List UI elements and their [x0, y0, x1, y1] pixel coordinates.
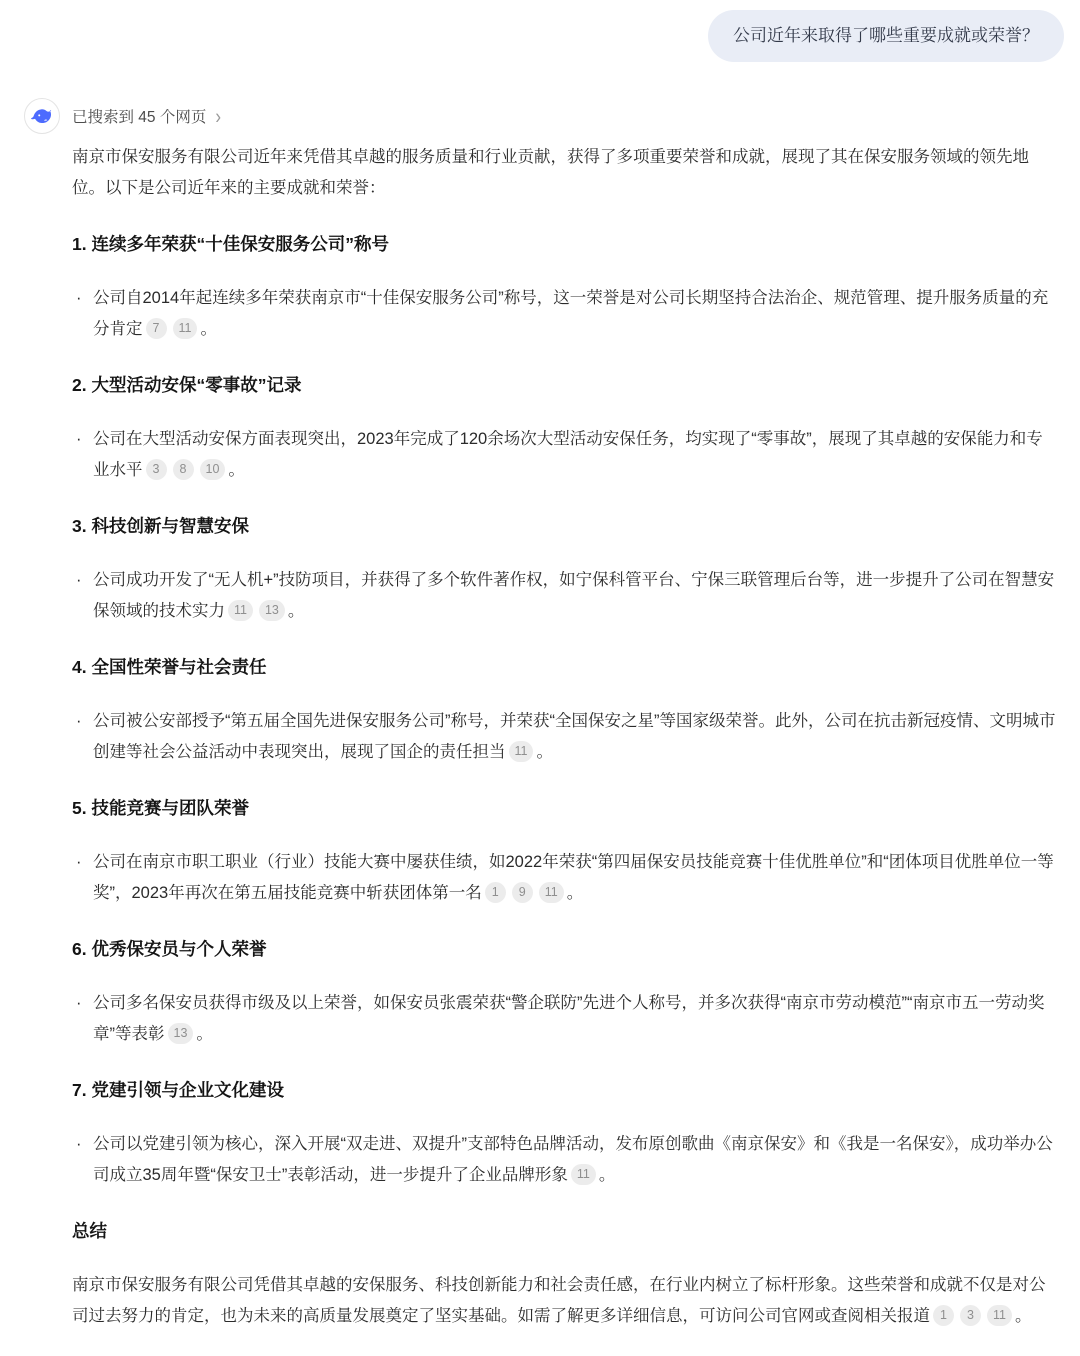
- bullet-suffix: 。: [566, 884, 584, 902]
- bullet-item: [72, 847, 1056, 909]
- citation-group: [930, 1307, 1015, 1325]
- section-heading: 5. 技能竞赛与团队荣誉: [72, 798, 249, 818]
- citation-badge[interactable]: 11: [228, 600, 253, 621]
- citation-group: [165, 1025, 197, 1043]
- bullet-item: [72, 1129, 1056, 1191]
- citation-badge[interactable]: 11: [539, 882, 564, 903]
- assistant-header: [24, 98, 1056, 134]
- achievement-sections: [72, 232, 1056, 1191]
- bullet-text: 公司被公安部授予“第五届全国先进保安服务公司”称号，并荣获“全国保安之星”等国家级荣誉。此外，公司在抗击新冠疫情、文明城市创建等社会公益活动中表现突出，展现了国企的责任担当: [93, 712, 1056, 761]
- bullet-item: [72, 706, 1056, 768]
- bullet-list: [72, 706, 1056, 768]
- section-heading: 1. 连续多年荣获“十佳保安服务公司”称号: [72, 234, 389, 254]
- user-message-row: [0, 0, 1080, 62]
- bullet-suffix: 。: [536, 743, 553, 761]
- citation-group: [143, 320, 201, 338]
- citation-badge[interactable]: 3: [146, 459, 167, 480]
- bullet-item: [72, 988, 1056, 1050]
- user-message-text: 公司近年来取得了哪些重要成就或荣誉？: [733, 26, 1039, 45]
- citation-group: [482, 884, 567, 902]
- bullet-text: 公司多名保安员获得市级及以上荣誉，如保安员张震荣获“警企联防”先进个人称号，并多次获得“南京市劳动模范”“南京市五一劳动奖章”等表彰: [93, 994, 1045, 1043]
- citation-badge[interactable]: 1: [933, 1305, 954, 1326]
- bullet-list: [72, 847, 1056, 909]
- citation-badge[interactable]: 11: [571, 1164, 596, 1185]
- assistant-avatar: [24, 98, 60, 134]
- summary-suffix: 。: [1014, 1307, 1032, 1325]
- citation-badge[interactable]: 9: [512, 882, 533, 903]
- citation-badge[interactable]: 11: [987, 1305, 1012, 1326]
- citation-badge[interactable]: 11: [173, 318, 198, 339]
- bullet-list: [72, 988, 1056, 1050]
- bullet-item: [72, 565, 1056, 627]
- bullet-item: [72, 424, 1056, 486]
- bullet-suffix: 。: [196, 1025, 213, 1043]
- citation-badge[interactable]: 10: [200, 459, 226, 480]
- user-message-bubble: [708, 10, 1064, 62]
- bullet-list: [72, 1129, 1056, 1191]
- assistant-answer: [72, 142, 1056, 1332]
- bullet-text: 公司以党建引领为核心，深入开展“双走进、双提升”支部特色品牌活动，发布原创歌曲《南京保安》和《我是一名保安》，成功举办公司成立35周年暨“保安卫士”表彰活动，进一步提升了企业品牌形象: [93, 1135, 1053, 1184]
- bullet-item: [72, 283, 1056, 345]
- citation-group: [568, 1166, 599, 1184]
- bullet-suffix: 。: [200, 320, 217, 338]
- bullet-suffix: 。: [228, 461, 245, 479]
- summary-text: 南京市保安服务有限公司凭借其卓越的安保服务、科技创新能力和社会责任感，在行业内树立了标杆形象。这些荣誉和成就不仅是对公司过去努力的肯定，也为未来的高质量发展奠定了坚实基础。如需了解更多详细信息，可访问公司官网或查阅相关报道: [72, 1276, 1046, 1325]
- section-heading: 3. 科技创新与智慧安保: [72, 516, 249, 536]
- citation-badge[interactable]: 13: [168, 1023, 194, 1044]
- section-heading: 2. 大型活动安保“零事故”记录: [72, 375, 302, 395]
- whale-icon: [31, 105, 54, 128]
- achievement-section: [72, 373, 1056, 486]
- section-heading: 6. 优秀保安员与个人荣誉: [72, 939, 267, 959]
- intro-paragraph: 南京市保安服务有限公司近年来凭借其卓越的服务质量和行业贡献，获得了多项重要荣誉和成就，展现了其在保安服务领域的领先地位。以下是公司近年来的主要成就和荣誉：: [72, 148, 1029, 197]
- citation-group: [506, 743, 537, 761]
- bullet-text: 公司在大型活动安保方面表现突出，2023年完成了120余场次大型活动安保任务，均实现了“零事故”，展现了其卓越的安保能力和专业水平: [93, 430, 1043, 479]
- section-heading: 4. 全国性荣誉与社会责任: [72, 657, 267, 677]
- achievement-section: [72, 937, 1056, 1050]
- summary-paragraph: [72, 1270, 1056, 1332]
- citation-group: [143, 461, 229, 479]
- achievement-section: [72, 655, 1056, 768]
- bullet-text: 公司成功开发了“无人机+”技防项目，并获得了多个软件著作权，如宁保科管平台、宁保三联管理后台等，进一步提升了公司在智慧安保领域的技术实力: [93, 571, 1055, 620]
- citation-group: [225, 602, 288, 620]
- bullet-suffix: 。: [598, 1166, 616, 1184]
- citation-badge[interactable]: 11: [509, 741, 534, 762]
- chevron-right-icon: ›: [215, 104, 222, 128]
- bullet-list: [72, 424, 1056, 486]
- bullet-list: [72, 283, 1056, 345]
- achievement-section: [72, 1078, 1056, 1191]
- search-status-text: 已搜索到 45 个网页: [72, 109, 207, 126]
- section-heading: 7. 党建引领与企业文化建设: [72, 1080, 284, 1100]
- bullet-text: 公司在南京市职工职业（行业）技能大赛中屡获佳绩，如2022年荣获“第四届保安员技能竞赛十佳优胜单位”和“团体项目优胜单位一等奖”，2023年再次在第五届技能竞赛中斩获团体第一名: [93, 853, 1054, 902]
- citation-badge[interactable]: 13: [259, 600, 285, 621]
- achievement-section: [72, 232, 1056, 345]
- bullet-text: 公司自2014年起连续多年荣获南京市“十佳保安服务公司”称号，这一荣誉是对公司长期坚持合法治企、规范管理、提升服务质量的充分肯定: [93, 289, 1049, 338]
- bullet-suffix: 。: [287, 602, 305, 620]
- bullet-list: [72, 565, 1056, 627]
- search-status-toggle[interactable]: [72, 105, 221, 127]
- assistant-message: [0, 98, 1080, 1332]
- achievement-section: [72, 514, 1056, 627]
- citation-badge[interactable]: 8: [173, 459, 194, 480]
- citation-badge[interactable]: 3: [960, 1305, 981, 1326]
- citation-badge[interactable]: 1: [485, 882, 506, 903]
- citation-badge[interactable]: 7: [146, 318, 167, 339]
- achievement-section: [72, 796, 1056, 909]
- summary-heading: 总结: [72, 1221, 107, 1241]
